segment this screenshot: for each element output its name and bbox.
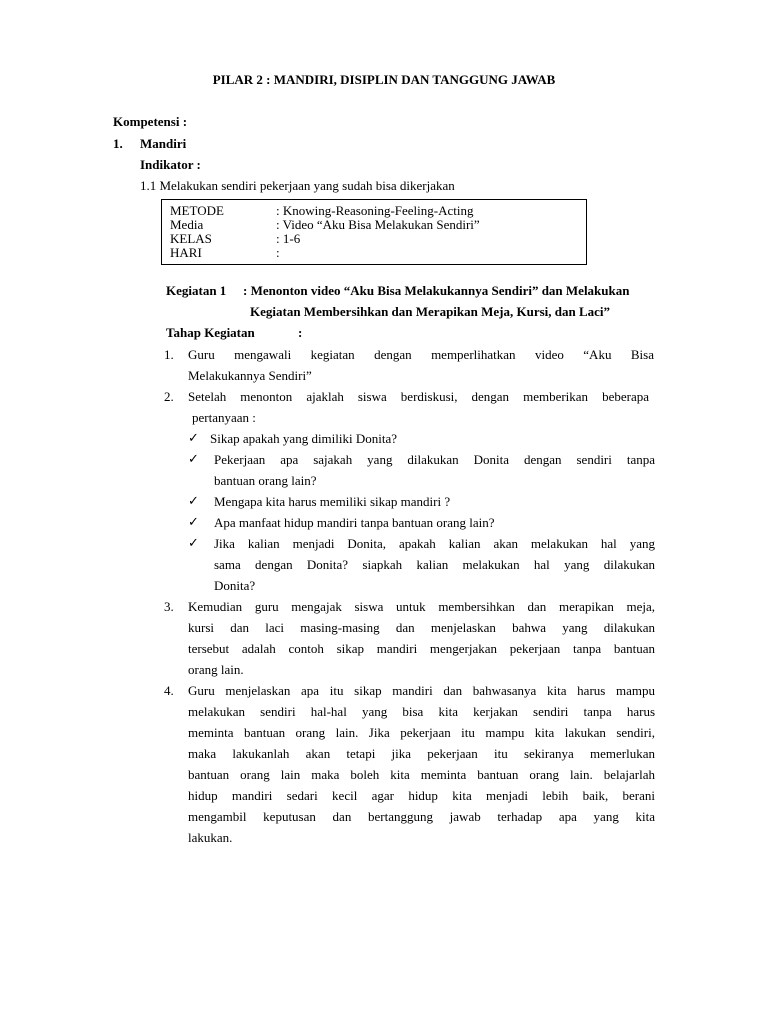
question-5-line3: Donita? [214,578,256,593]
question-1: Sikap apakah yang dimiliki Donita? [210,431,398,446]
step-4-line6: hidup mandiri sedari kecil agar hidup kita menjadi lebih baik, berani [188,788,655,803]
step-4-line8: lakukan. [188,830,233,845]
step-4-line5: bantuan orang lain maka boleh kita meminta bantuan orang lain. belajarlah [188,767,655,782]
checkmark-icon: ✓ [188,514,199,529]
step-4-line4: maka lakukanlah akan tetapi jika pekerjaan itu sekiranya memerlukan [188,746,655,761]
question-2-line2: bantuan orang lain? [214,473,317,488]
info-value: : [276,245,280,260]
tahap-label: Tahap Kegiatan [166,325,255,340]
step-4-line7: mengambil keputusan dan bertanggung jawab terhadap apa yang kita [188,809,655,824]
indikator-item: 1.1 Melakukan sendiri pekerjaan yang sudah bisa dikerjakan [140,178,455,193]
question-5-line2: sama dengan Donita? siapkah kalian melakukan hal yang dilakukan [214,557,655,572]
section-name: Mandiri [140,136,187,151]
section-number: 1. [113,136,123,151]
info-value: : Knowing-Reasoning-Feeling-Acting [276,203,474,218]
step-number: 3. [164,599,174,614]
checkmark-icon: ✓ [188,430,199,445]
step-2-line2: pertanyaan : [192,410,256,425]
question-4: Apa manfaat hidup mandiri tanpa bantuan orang lain? [214,515,495,530]
step-2-line1: Setelah menonton ajaklah siswa berdiskusi, dengan memberikan beberapa [188,389,649,404]
step-4-line3: meminta bantuan orang lain. Jika pekerjaan itu mampu kita lakukan sendiri, [188,725,655,740]
step-number: 4. [164,683,174,698]
info-value: : 1-6 [276,231,301,246]
info-key: Media [170,217,204,232]
kegiatan-title-line2: Kegiatan Membersihkan dan Merapikan Meja, Kursi, dan Laci” [250,304,611,319]
step-4-line1: Guru menjelaskan apa itu sikap mandiri dan bahwasanya kita harus mampu [188,683,655,698]
step-number: 1. [164,347,174,362]
info-key: METODE [170,203,224,218]
checkmark-icon: ✓ [188,535,199,550]
info-box [161,199,587,265]
question-2-line1: Pekerjaan apa sajakah yang dilakukan Donita dengan sendiri tanpa [214,452,655,467]
info-value: : Video “Aku Bisa Melakukan Sendiri” [276,217,480,232]
kegiatan-title-line1: : Menonton video “Aku Bisa Melakukannya Sendiri” dan Melakukan [243,283,630,298]
step-3-line1: Kemudian guru mengajak siswa untuk membersihkan dan merapikan meja, [188,599,655,614]
step-1-line1: Guru mengawali kegiatan dengan memperlihatkan video “Aku Bisa [188,347,654,362]
info-key: HARI [170,245,202,260]
step-3-line3: tersebut adalah contoh sikap mandiri mengerjakan pekerjaan tanpa bantuan [188,641,655,656]
kegiatan-label: Kegiatan 1 [166,283,227,298]
step-number: 2. [164,389,174,404]
checkmark-icon: ✓ [188,451,199,466]
page-title: PILAR 2 : MANDIRI, DISIPLIN DAN TANGGUNG JAWAB [212,72,556,87]
step-3-line2: kursi dan laci masing-masing dan menjelaskan bahwa yang dilakukan [188,620,655,635]
kompetensi-label: Kompetensi : [113,114,188,129]
step-3-line4: orang lain. [188,662,244,677]
info-key: KELAS [170,231,212,246]
question-5-line1: Jika kalian menjadi Donita, apakah kalian akan melakukan hal yang [214,536,655,551]
checkmark-icon: ✓ [188,493,199,508]
step-4-line2: melakukan sendiri hal-hal yang bisa kita kerjakan sendiri tanpa harus [188,704,655,719]
indikator-label: Indikator : [140,157,201,172]
tahap-colon: : [298,325,303,340]
step-1-line2: Melakukannya Sendiri” [188,368,312,383]
question-3: Mengapa kita harus memiliki sikap mandiri ? [214,494,451,509]
